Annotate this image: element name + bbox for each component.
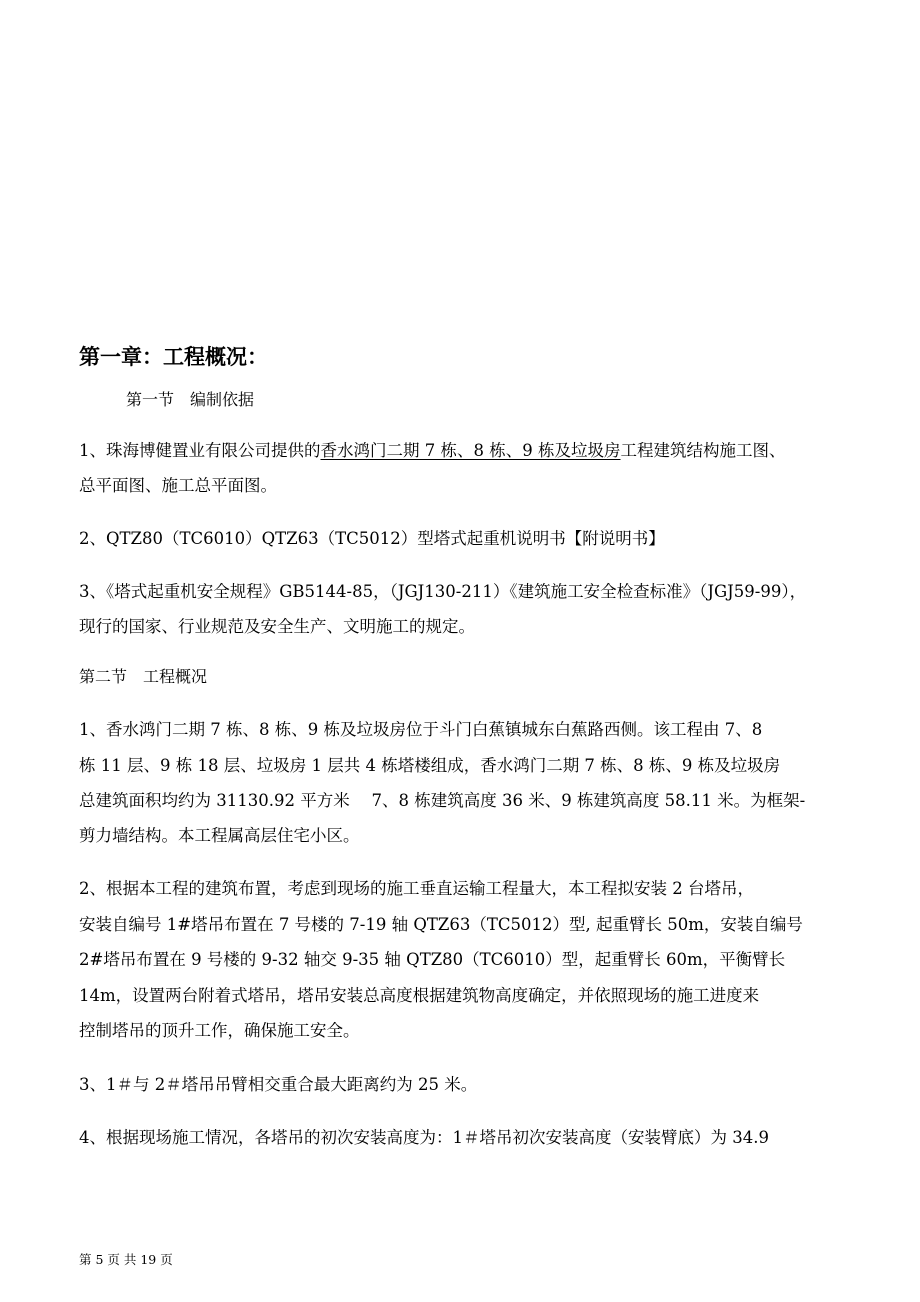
item1-prefix: 1、珠海博健置业有限公司提供的 <box>79 441 321 460</box>
project-name-underlined: 香水鸿门二期 7 栋、8 栋、9 栋及垃圾房 <box>320 441 621 460</box>
section2-item1-line: 剪力墙结构。本工程属高层住宅小区。 <box>79 826 360 845</box>
chapter-title: 第一章：工程概况： <box>79 345 268 369</box>
section1-item3-line2: 现行的国家、行业规范及安全生产、文明施工的规定。 <box>79 617 475 636</box>
section2-item2-line: 2、根据本工程的建筑布置，考虑到现场的施工垂直运输工程量大，本工程拟安装 2 台塔吊， <box>79 879 754 898</box>
section1-item1-line2: 总平面图、施工总平面图。 <box>79 476 277 495</box>
section2-item2-line: 14m，设置两台附着式塔吊，塔吊安装总高度根据建筑物高度确定，并依照现场的施工进度来 <box>79 986 760 1005</box>
section1-item3-line1: 3、《塔式起重机安全规程》GB5144-85，（JGJ130-211）《建筑施工安全检查标准》（JGJ59-99）， <box>79 582 807 601</box>
section2-item2-line: 安装自编号 1#塔吊布置在 7 号楼的 7-19 轴 QTZ63（TC5012）型, 起重臂长 50m，安装自编号 <box>79 915 803 934</box>
section2-item4: 4、根据现场施工情况，各塔吊的初次安装高度为：1＃塔吊初次安装高度（安装臂底）为 34.9 <box>79 1128 769 1147</box>
section2-item1-line: 1、香水鸿门二期 7 栋、8 栋、9 栋及垃圾房位于斗门白蕉镇城东白蕉路西侧。该工程由 7、8 <box>79 720 763 739</box>
page-number-footer: 第 5 页 共 19 页 <box>79 1252 173 1267</box>
section1-item1-line1 <box>79 437 785 461</box>
section2-item1-line: 总建筑面积均约为 31130.92 平方米 7、8 栋建筑高度 36 米、9 栋建筑高度 58.11 米。为框架- <box>79 791 806 810</box>
section2-item1-line: 栋 11 层、9 栋 18 层、垃圾房 1 层共 4 栋塔楼组成，香水鸿门二期 7 栋、8 栋、9 栋及垃圾房 <box>79 756 781 775</box>
section1-heading: 第一节 编制依据 <box>126 390 255 409</box>
section2-item3: 3、1＃与 2＃塔吊吊臂相交重合最大距离约为 25 米。 <box>79 1075 478 1094</box>
section2-item2-line: 2#塔吊布置在 9 号楼的 9-32 轴交 9-35 轴 QTZ80（TC6010）型，起重臂长 60m，平衡臂长 <box>79 950 786 969</box>
section2-item2-line: 控制塔吊的顶升工作，确保施工安全。 <box>79 1021 360 1040</box>
section2-heading: 第二节 工程概况 <box>79 667 208 686</box>
item1-suffix: 工程建筑结构施工图、 <box>620 441 786 460</box>
section1-item2: 2、QTZ80（TC6010）QTZ63（TC5012）型塔式起重机说明书【附说明书】 <box>79 529 665 548</box>
